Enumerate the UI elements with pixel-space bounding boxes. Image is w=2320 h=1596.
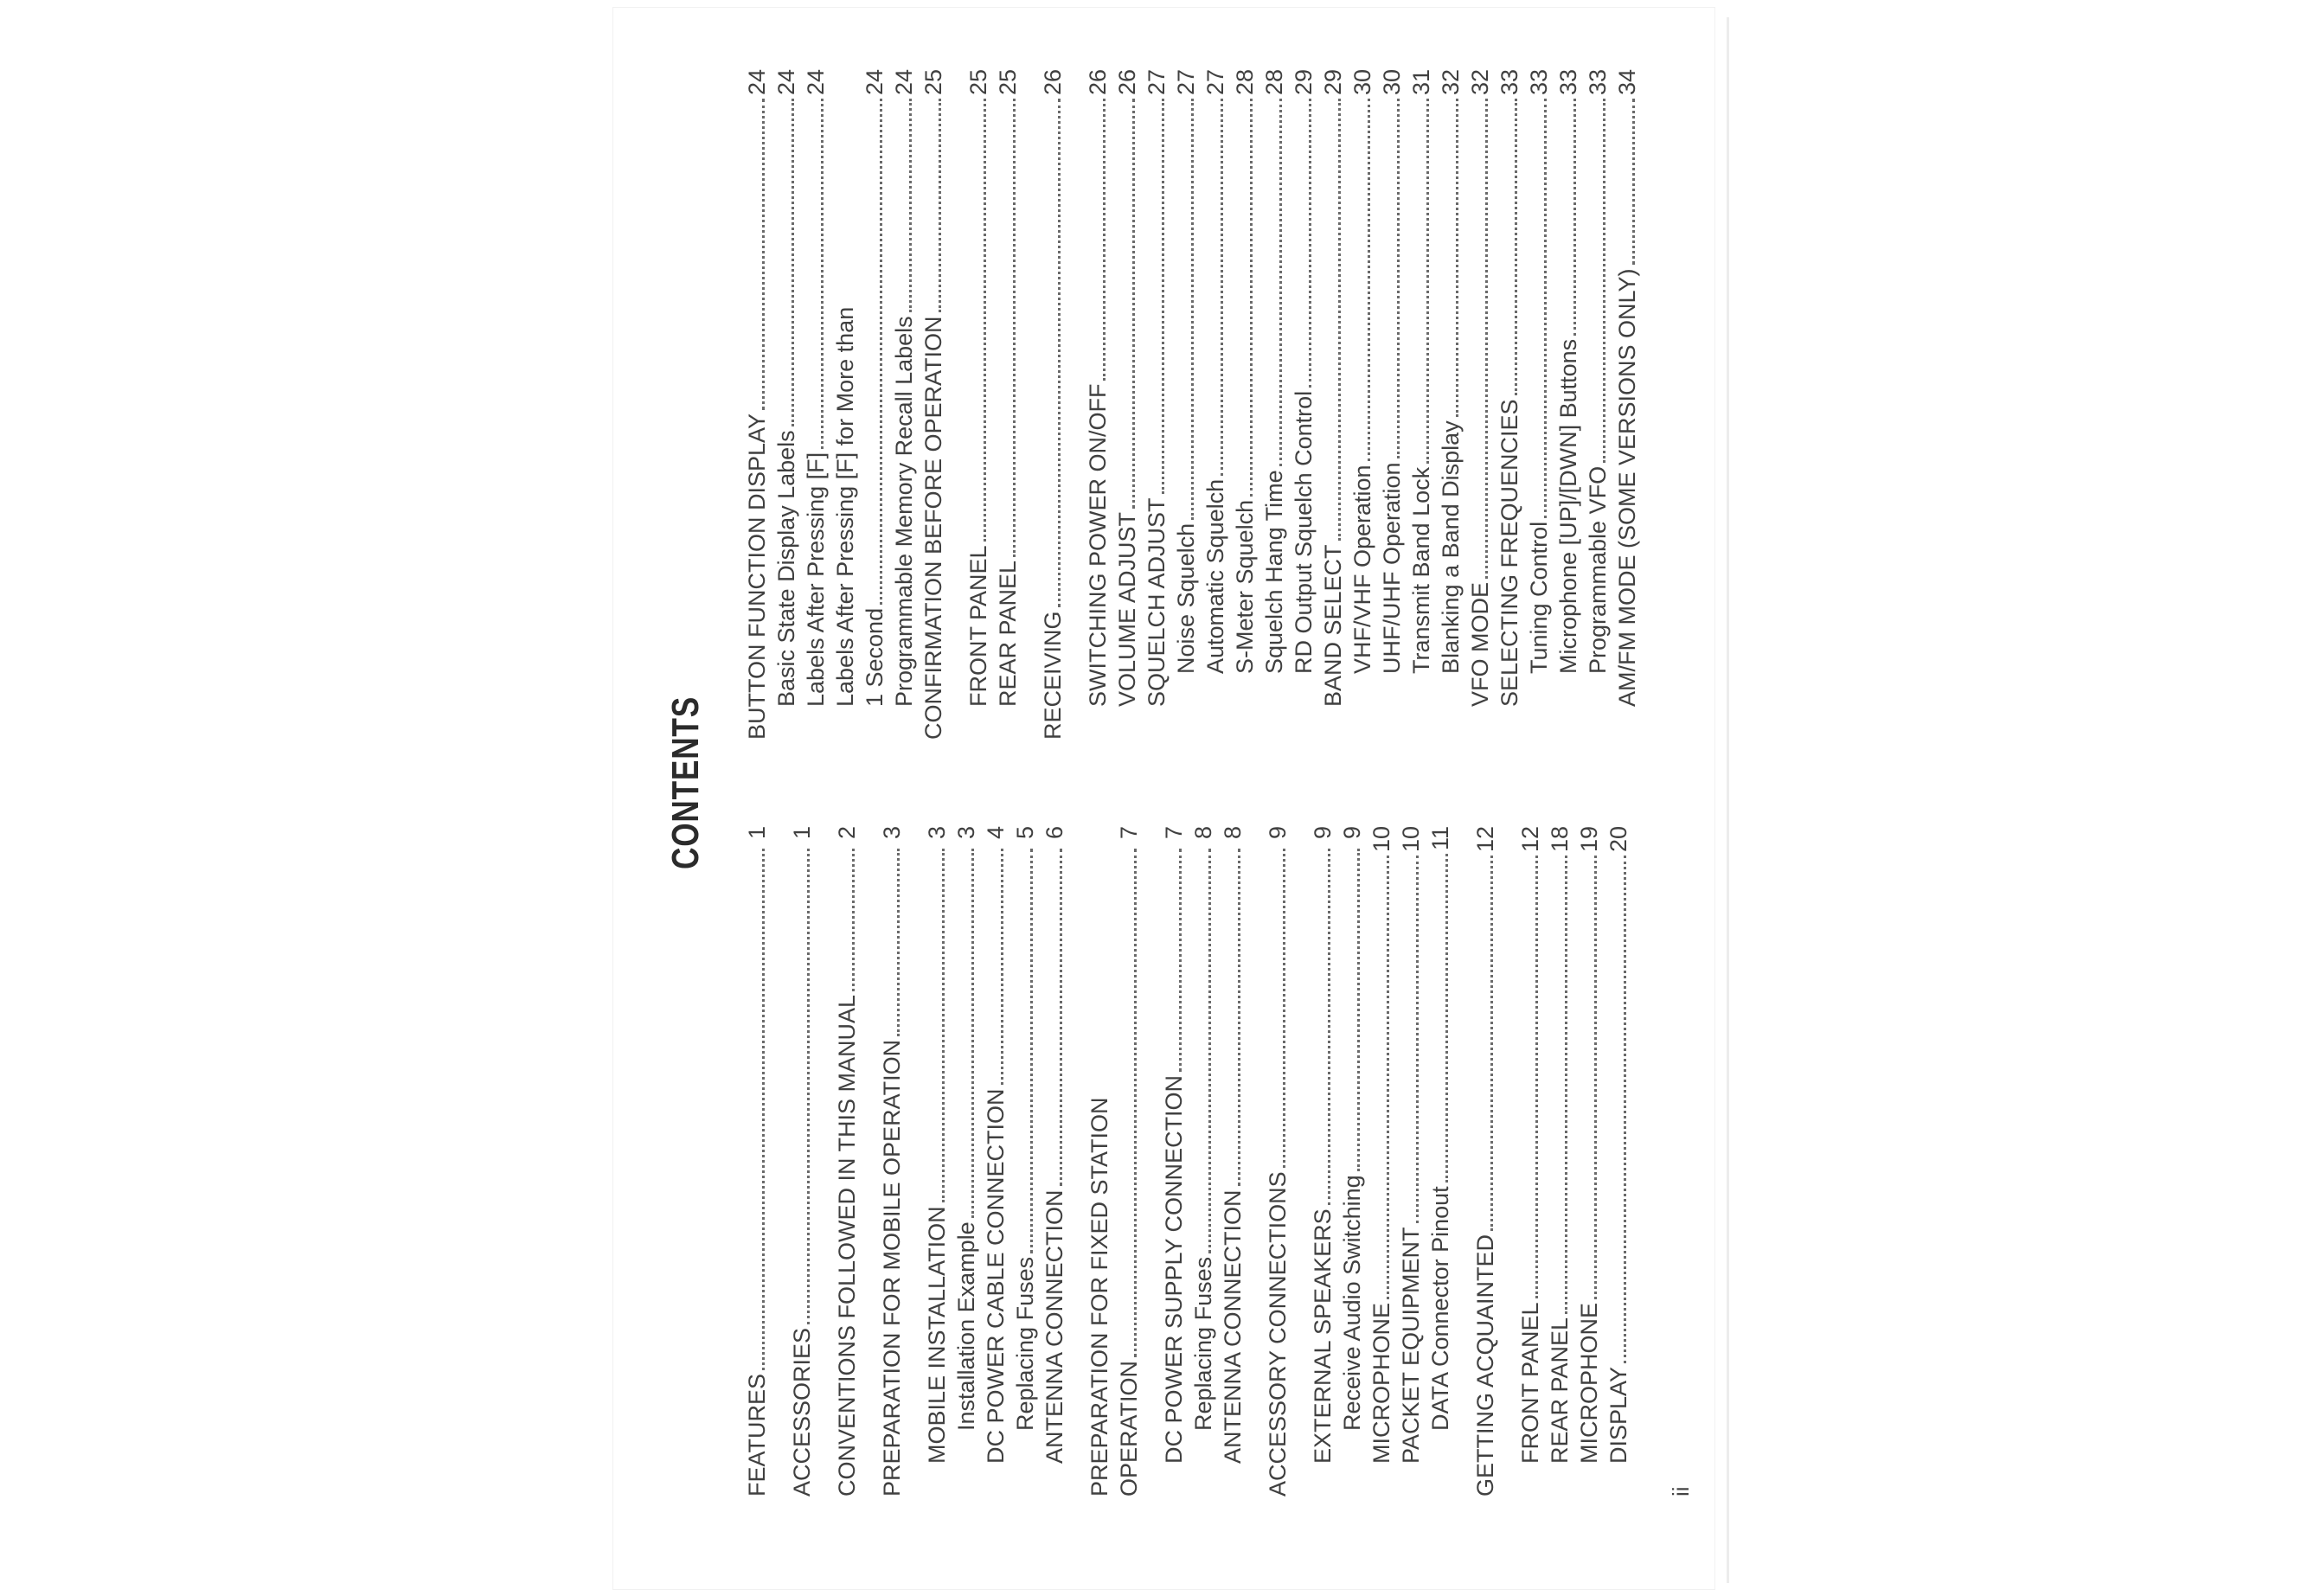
dot-leader — [1594, 856, 1597, 1299]
toc-entry — [772, 69, 801, 740]
dot-leader — [1179, 849, 1182, 1072]
toc-entry — [922, 826, 952, 1497]
toc-entry — [1367, 826, 1396, 1497]
toc-entry — [1201, 69, 1230, 740]
toc-entry-page: 27 — [1144, 69, 1170, 96]
toc-entry-title: Tuning Control — [1526, 521, 1552, 674]
toc-entry-title: FRONT PANEL — [965, 545, 991, 707]
toc-entry — [1040, 826, 1069, 1497]
toc-entry-page: 8 — [1190, 826, 1216, 840]
dot-leader — [1208, 849, 1211, 1253]
toc-entry — [742, 69, 772, 740]
toc-entry — [1377, 69, 1407, 740]
toc-entry — [860, 69, 889, 740]
toc-entry-title: Basic State Display Labels — [773, 430, 799, 707]
dot-leader — [1250, 99, 1253, 497]
toc-entry-page: 29 — [1320, 69, 1346, 96]
toc-entry-title: ACCESSORY CONNECTIONS — [1265, 1171, 1291, 1497]
toc-entry-page: 5 — [1012, 826, 1038, 840]
toc-entry-page: 33 — [1526, 69, 1552, 96]
dot-leader — [1357, 849, 1360, 1171]
toc-entry — [1083, 69, 1112, 740]
toc-entry-title: Transmit Band Lock — [1408, 466, 1434, 674]
dot-leader — [1030, 849, 1033, 1253]
toc-entry — [1574, 826, 1604, 1497]
toc-entry-title: MICROPHONE — [1576, 1302, 1602, 1464]
dot-leader — [791, 99, 794, 426]
toc-entry-title: Replacing Fuses — [1190, 1256, 1216, 1431]
dot-leader — [852, 849, 855, 991]
dot-leader — [1535, 856, 1538, 1298]
toc-entry-title: 1 Second — [862, 607, 888, 707]
toc-entry-page: 10 — [1368, 826, 1394, 853]
toc-entry — [801, 69, 830, 740]
dot-leader — [1387, 856, 1389, 1299]
page-title: CONTENTS — [664, 696, 707, 869]
toc-entry-title: Receive Audio Switching — [1339, 1175, 1365, 1431]
toc-entry-page: 3 — [953, 826, 979, 840]
toc-entry — [993, 69, 1022, 740]
toc-entry-title: SQUELCH ADJUST — [1144, 497, 1170, 707]
toc-entry — [1038, 69, 1067, 740]
toc-entry-page: 31 — [1408, 69, 1434, 96]
toc-entry — [889, 69, 919, 740]
dot-leader — [1485, 99, 1488, 579]
dot-leader — [1338, 99, 1341, 541]
toc-entry-page: 32 — [1438, 69, 1464, 96]
toc-entry-title: ANTENNA CONNECTION — [1041, 1189, 1067, 1464]
toc-entry-page: 9 — [1265, 826, 1291, 840]
toc-entry-page: 12 — [1517, 826, 1543, 853]
toc-right-column — [742, 69, 1642, 740]
toc-entry — [877, 826, 907, 1497]
toc-entry-page: 30 — [1349, 69, 1375, 96]
dot-leader — [880, 99, 882, 605]
toc-entry-title: PACKET EQUIPMENT — [1398, 1227, 1424, 1464]
toc-entry-page: 33 — [1585, 69, 1611, 96]
toc-entry — [1171, 69, 1201, 740]
toc-entry — [832, 826, 862, 1497]
toc-entry-title: CONFIRMATION BEFORE OPERATION — [920, 316, 946, 740]
toc-entry-page: 6 — [1041, 826, 1067, 840]
toc-entry — [1612, 69, 1642, 740]
toc-entry — [1289, 69, 1318, 740]
toc-entry-page: 7 — [1116, 826, 1142, 840]
dot-leader — [1416, 856, 1419, 1223]
toc-entry — [1218, 826, 1247, 1497]
toc-entry-page: 24 — [744, 69, 770, 96]
toc-entry-page: 25 — [920, 69, 946, 96]
toc-entry-title: REAR PANEL — [1547, 1317, 1573, 1464]
toc-entry — [1554, 69, 1583, 740]
toc-entry-title: Blanking a Band Display — [1438, 420, 1464, 674]
toc-entry-page: 2 — [834, 826, 860, 840]
toc-entry-title: Programmable Memory Recall Labels — [891, 316, 917, 707]
toc-entry-title: BAND SELECT — [1320, 544, 1346, 707]
toc-entry-title: Noise Squelch — [1173, 522, 1199, 674]
toc-entry-title: PREPARATION FOR MOBILE OPERATION — [879, 1039, 905, 1497]
toc-entry-title: ACCESSORIES — [789, 1327, 815, 1497]
contents-page-rotated — [664, 69, 1702, 1497]
toc-entry — [1348, 69, 1377, 740]
toc-entry — [1583, 69, 1612, 740]
dot-leader — [1603, 99, 1605, 463]
dot-leader — [909, 99, 912, 312]
toc-entry — [981, 826, 1010, 1497]
toc-entry-title: SELECTING FREQUENCIES — [1496, 399, 1522, 707]
toc-entry — [787, 826, 817, 1497]
toc-entry-title: Programmable VFO — [1585, 465, 1611, 674]
dot-leader — [1191, 99, 1194, 520]
toc-entry — [1142, 69, 1171, 740]
toc-entry-title: Labels After Pressing [F] for More than — [832, 306, 858, 707]
toc-entry-title: AM/FM MODE (SOME VERSIONS ONLY) — [1614, 268, 1640, 707]
toc-entry-page: 25 — [995, 69, 1021, 96]
toc-entry-page: 9 — [1310, 826, 1336, 840]
toc-entry-page: 1 — [789, 826, 815, 840]
toc-entry-page: 7 — [1161, 826, 1187, 840]
toc-entry — [1516, 826, 1545, 1497]
dot-leader — [1397, 99, 1400, 458]
dot-leader — [1001, 849, 1003, 1085]
toc-entry — [964, 69, 993, 740]
dot-leader — [1368, 99, 1370, 461]
dot-leader — [897, 849, 900, 1036]
toc-entry-title: Replacing Fuses — [1012, 1256, 1038, 1431]
toc-entry-page: 26 — [1114, 69, 1140, 96]
toc-entry — [1407, 69, 1436, 740]
toc-entry-page: 32 — [1467, 69, 1493, 96]
toc-entry — [1318, 69, 1348, 740]
toc-entry-page: 24 — [891, 69, 917, 96]
dot-leader — [942, 849, 945, 1202]
toc-entry-page: 34 — [1614, 69, 1640, 96]
toc-entry-page: 27 — [1173, 69, 1199, 96]
toc-entry — [1465, 69, 1495, 740]
dot-leader — [1238, 849, 1240, 1186]
toc-entry-page: 26 — [1040, 69, 1066, 96]
toc-entry — [1524, 69, 1554, 740]
toc-entry — [1159, 826, 1189, 1497]
toc-entry-title: MICROPHONE — [1368, 1302, 1394, 1464]
toc-entry — [830, 69, 860, 740]
toc-entry — [1085, 826, 1114, 1497]
toc-entry — [1114, 826, 1144, 1497]
toc-entry-title: RD Output Squelch Control — [1291, 390, 1317, 674]
toc-entry — [1230, 69, 1259, 740]
toc-entry-page: 9 — [1339, 826, 1365, 840]
toc-entry-page: 30 — [1379, 69, 1405, 96]
dot-leader — [1426, 99, 1429, 464]
toc-entry — [1263, 826, 1292, 1497]
dot-leader — [984, 99, 986, 542]
dot-leader — [1624, 856, 1626, 1363]
toc-entry — [1396, 826, 1426, 1497]
dot-leader — [1544, 99, 1547, 518]
toc-entry-page: 11 — [1427, 826, 1453, 851]
dot-leader — [1632, 99, 1635, 265]
toc-entry-title: DC POWER CABLE CONNECTION — [983, 1088, 1009, 1464]
dot-leader — [1490, 856, 1493, 1231]
dot-leader — [1221, 99, 1223, 476]
toc-entry-page: 25 — [965, 69, 991, 96]
toc-entry — [1436, 69, 1465, 740]
toc-entry-title: VOLUME ADJUST — [1114, 511, 1140, 707]
toc-entry-title: RECEIVING — [1040, 611, 1066, 740]
toc-entry-title: GETTING ACQUAINTED — [1472, 1234, 1498, 1497]
toc-entry — [1112, 69, 1142, 740]
toc-entry-page: 12 — [1472, 826, 1498, 853]
toc-entry — [1337, 826, 1367, 1497]
dot-leader — [1134, 849, 1137, 1357]
page-edge-shadow — [1727, 17, 1729, 1583]
toc-left-column — [742, 826, 1633, 1497]
dot-leader — [1328, 849, 1330, 1205]
toc-entry — [919, 69, 948, 740]
dot-leader — [1283, 849, 1285, 1168]
toc-entry-title: VHF/VHF Operation — [1349, 465, 1375, 674]
toc-entry-page: 19 — [1576, 826, 1602, 853]
toc-entry-page: 8 — [1220, 826, 1246, 840]
dot-leader — [1058, 99, 1061, 607]
toc-entry-page: 10 — [1398, 826, 1424, 853]
dot-leader — [762, 849, 765, 1370]
toc-entry-page: 29 — [1291, 69, 1317, 96]
dot-leader — [1445, 854, 1448, 1183]
toc-entry-title: BUTTON FUNCTION DISPLAY — [744, 413, 770, 740]
toc-entry-title: CONVENTIONS FOLLOWED IN THIS MANUAL — [834, 994, 860, 1497]
dot-leader — [1573, 99, 1576, 336]
dot-leader — [1456, 99, 1458, 417]
toc-entry-title: VFO MODE — [1467, 581, 1493, 707]
toc-entry-page: 24 — [862, 69, 888, 96]
toc-entry-title: DISPLAY — [1605, 1366, 1631, 1464]
toc-entry — [1426, 826, 1455, 1497]
toc-entry — [1259, 69, 1289, 740]
toc-entry-title: ANTENNA CONNECTION — [1220, 1189, 1246, 1464]
toc-entry-page: 24 — [803, 69, 829, 96]
toc-entry-title: EXTERNAL SPEAKERS — [1310, 1208, 1336, 1464]
dot-leader — [1565, 856, 1567, 1314]
toc-entry-title: Squelch Hang Time — [1261, 470, 1287, 674]
toc-entry-title: DATA Connector Pinout — [1427, 1186, 1453, 1431]
toc-entry-title: Microphone [UP]/[DWN] Buttons — [1555, 338, 1581, 674]
toc-entry — [1010, 826, 1040, 1497]
toc-entry-page: 33 — [1555, 69, 1581, 96]
toc-entry-title: DC POWER SUPPLY CONNECTION — [1161, 1074, 1187, 1464]
toc-entry-page: 3 — [879, 826, 905, 840]
toc-entry — [1495, 69, 1524, 740]
toc-entry — [742, 826, 772, 1497]
dot-leader — [762, 99, 765, 410]
toc-entry-title: Labels After Pressing [F] — [803, 452, 829, 707]
toc-entry — [1471, 826, 1500, 1497]
toc-entry-page: 27 — [1202, 69, 1228, 96]
dot-leader — [1162, 99, 1164, 494]
toc-entry-title: OPERATION — [1116, 1360, 1142, 1497]
toc-entry — [1604, 826, 1633, 1497]
dot-leader — [1309, 99, 1311, 388]
dot-leader — [1132, 99, 1135, 509]
toc-entry-page: 1 — [744, 826, 770, 840]
dot-leader — [1060, 849, 1062, 1186]
toc-entry-page: 18 — [1547, 826, 1573, 853]
toc-entry-page: 3 — [924, 826, 950, 840]
toc-entry-title: REAR PANEL — [995, 560, 1021, 707]
dot-leader — [1013, 99, 1016, 557]
dot-leader — [1515, 99, 1517, 395]
toc-entry-page: 26 — [1085, 69, 1111, 96]
toc-entry-title: S-Meter Squelch — [1232, 499, 1258, 674]
toc-entry-page: 28 — [1261, 69, 1287, 96]
dot-leader — [807, 849, 810, 1324]
toc-entry-page: 28 — [1232, 69, 1258, 96]
toc-entry-title: Installation Example — [953, 1221, 979, 1431]
toc-entry-title: SWITCHING POWER ON/OFF — [1085, 383, 1111, 707]
toc-entry-page: 20 — [1605, 826, 1631, 853]
page-number-folio: ii — [1668, 1486, 1694, 1497]
dot-leader — [939, 99, 941, 312]
toc-entry-title: Automatic Squelch — [1202, 478, 1228, 674]
toc-entry-title: FEATURES — [744, 1373, 770, 1497]
toc-entry-page: 24 — [773, 69, 799, 96]
toc-entry — [1545, 826, 1574, 1497]
dot-leader — [971, 849, 974, 1218]
toc-entry-title: FRONT PANEL — [1517, 1302, 1543, 1464]
toc-entry — [1308, 826, 1337, 1497]
toc-entry — [952, 826, 981, 1497]
dot-leader — [1103, 99, 1106, 380]
toc-entry-page: 33 — [1496, 69, 1522, 96]
toc-entry-title: UHF/UHF Operation — [1379, 462, 1405, 674]
toc-entry-title: PREPARATION FOR FIXED STATION — [1086, 1097, 1112, 1497]
dot-leader — [1279, 99, 1282, 466]
toc-entry-page: 4 — [983, 826, 1009, 840]
dot-leader — [821, 99, 824, 449]
toc-entry-title: MOBILE INSTALLATION — [924, 1206, 950, 1464]
toc-entry — [1189, 826, 1218, 1497]
